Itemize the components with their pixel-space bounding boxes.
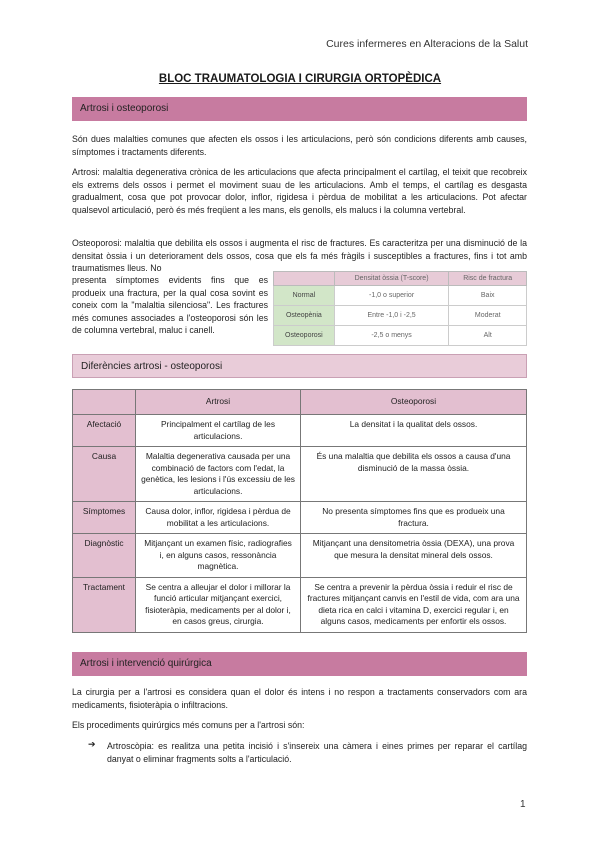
section-heading-diferencies: Diferències artrosi - osteoporosi	[72, 354, 527, 378]
row-header: Causa	[73, 447, 136, 502]
table-cell: -2,5 o menys	[334, 326, 449, 346]
row-header: Osteopènia	[274, 306, 335, 326]
table-row	[73, 447, 527, 502]
table-cell: És una malaltia que debilita els ossos a causa d'una disminució de la massa òssia.	[301, 447, 527, 502]
table-cell: La densitat i la qualitat dels ossos.	[301, 415, 527, 447]
table-cell: Moderat	[449, 306, 527, 326]
row-header: Afectació	[73, 415, 136, 447]
section-heading-intervencio: Artrosi i intervenció quirúrgica	[72, 652, 527, 676]
table-cell: Causa dolor, inflor, rigidesa i pèrdua de mobilitat a les articulacions.	[136, 502, 301, 534]
document-title: BLOC TRAUMATOLOGIA I CIRURGIA ORTOPÈDICA	[158, 73, 442, 85]
arrow-bullet-icon: ➔	[88, 739, 96, 749]
table-row	[274, 306, 527, 326]
table-cell: -1,0 o superior	[334, 286, 449, 306]
row-header: Normal	[274, 286, 335, 306]
list-item: Artroscòpia: es realitza una petita incisió i s'insereix una càmera i eines primes per reparar el cartílag danyat o eliminar fragments solts a l'articulació.	[107, 741, 527, 764]
table-cell: Se centra a prevenir la pèrdua òssia i reduir el risc de fractures mitjançant canvis en l'estil de vida, com ara una dieta rica en calci i vitamina D, exercici regular i, en alguns casos, medicaments per enfortir els ossos.	[301, 577, 527, 632]
intro-paragraph: Són dues malalties comunes que afecten els ossos i les articulacions, però són condicions diferents amb causes, símptomes i tractaments diferents.	[72, 134, 527, 157]
table-cell: Mitjançant una densitometria òssia (DEXA), una prova que mesura la densitat mineral dels ossos.	[301, 534, 527, 578]
table-row	[73, 502, 527, 534]
table-row	[274, 286, 527, 306]
table-header-cell: Densitat òssia (T-score)	[334, 272, 449, 286]
table-header-cell	[73, 390, 136, 415]
table-header-cell: Artrosi	[136, 390, 301, 415]
section-heading-artrosi-osteoporosi: Artrosi i osteoporosi	[72, 97, 527, 121]
comparison-table	[72, 389, 527, 633]
osteoporosi-paragraph: Osteoporosi: malaltia que debilita els ossos i augmenta el risc de fractures. Es caracteritza per una disminució de la densitat òssia i un deteriorament dels ossos, cosa que els fa més fràgils i susceptibles a fractures, fins i tot amb traumatismes lleus. No	[72, 238, 527, 273]
density-table	[273, 271, 527, 346]
table-row	[73, 577, 527, 632]
table-row	[274, 326, 527, 346]
table-cell: Mitjançant un examen físic, radiografies i, en alguns casos, ressonància magnètica.	[136, 534, 301, 578]
table-row	[73, 415, 527, 447]
table-cell: Baix	[449, 286, 527, 306]
artrosi-paragraph: Artrosi: malaltia degenerativa crònica de les articulacions que afecta principalment el cartílag, el teixit que recobreix els extrems dels ossos i permet el moviment suau de les articulacions. Amb el temps, el cartílag es desgasta gradualment, cosa que pot provocar dolor, inflor, rigidesa i pèrdua de mobilitat a les articulacions. Pot afectar qualsevol articulació, però és més freqüent a les mans, els genolls, els malucs i la columna vertebral.	[72, 167, 527, 215]
procedures-intro: Els procediments quirúrgics més comuns per a l'artrosi són:	[72, 720, 305, 730]
table-header-cell: Risc de fractura	[449, 272, 527, 286]
running-header: Cures infermeres en Alteracions de la Salut	[326, 38, 528, 50]
table-cell: No presenta símptomes fins que es produeix una fractura.	[301, 502, 527, 534]
table-cell: Malaltia degenerativa causada per una combinació de factors com l'edat, la genètica, les lesions i l'ús excessiu de les articulacions.	[136, 447, 301, 502]
table-header-row	[73, 390, 527, 415]
table-cell: Se centra a alleujar el dolor i millorar la funció articular mitjançant exercici, fisioteràpia, medicaments per al dolor i, en casos greus, cirurgia.	[136, 577, 301, 632]
row-header: Tractament	[73, 577, 136, 632]
table-header-cell: Osteoporosi	[301, 390, 527, 415]
page-number: 1	[520, 799, 526, 810]
table-cell: Principalment el cartílag de les articulacions.	[136, 415, 301, 447]
row-header: Símptomes	[73, 502, 136, 534]
table-header-row	[274, 272, 527, 286]
surgery-paragraph: La cirurgia per a l'artrosi es considera quan el dolor és intens i no respon a tractaments conservadors com ara medicaments, fisioteràpia o infiltracions.	[72, 687, 527, 710]
osteoporosi-paragraph-side: presenta símptomes evidents fins que es produeix una fractura, per la qual cosa sovint es coneix com la "malaltia silenciosa". Les fractures més comunes associades a l'osteoporosi són les de columna vertebral, maluc i canell.	[72, 275, 268, 335]
row-header: Osteoporosi	[274, 326, 335, 346]
table-row	[73, 534, 527, 578]
table-cell: Alt	[449, 326, 527, 346]
table-header-cell	[274, 272, 335, 286]
table-cell: Entre -1,0 i -2,5	[334, 306, 449, 326]
row-header: Diagnòstic	[73, 534, 136, 578]
